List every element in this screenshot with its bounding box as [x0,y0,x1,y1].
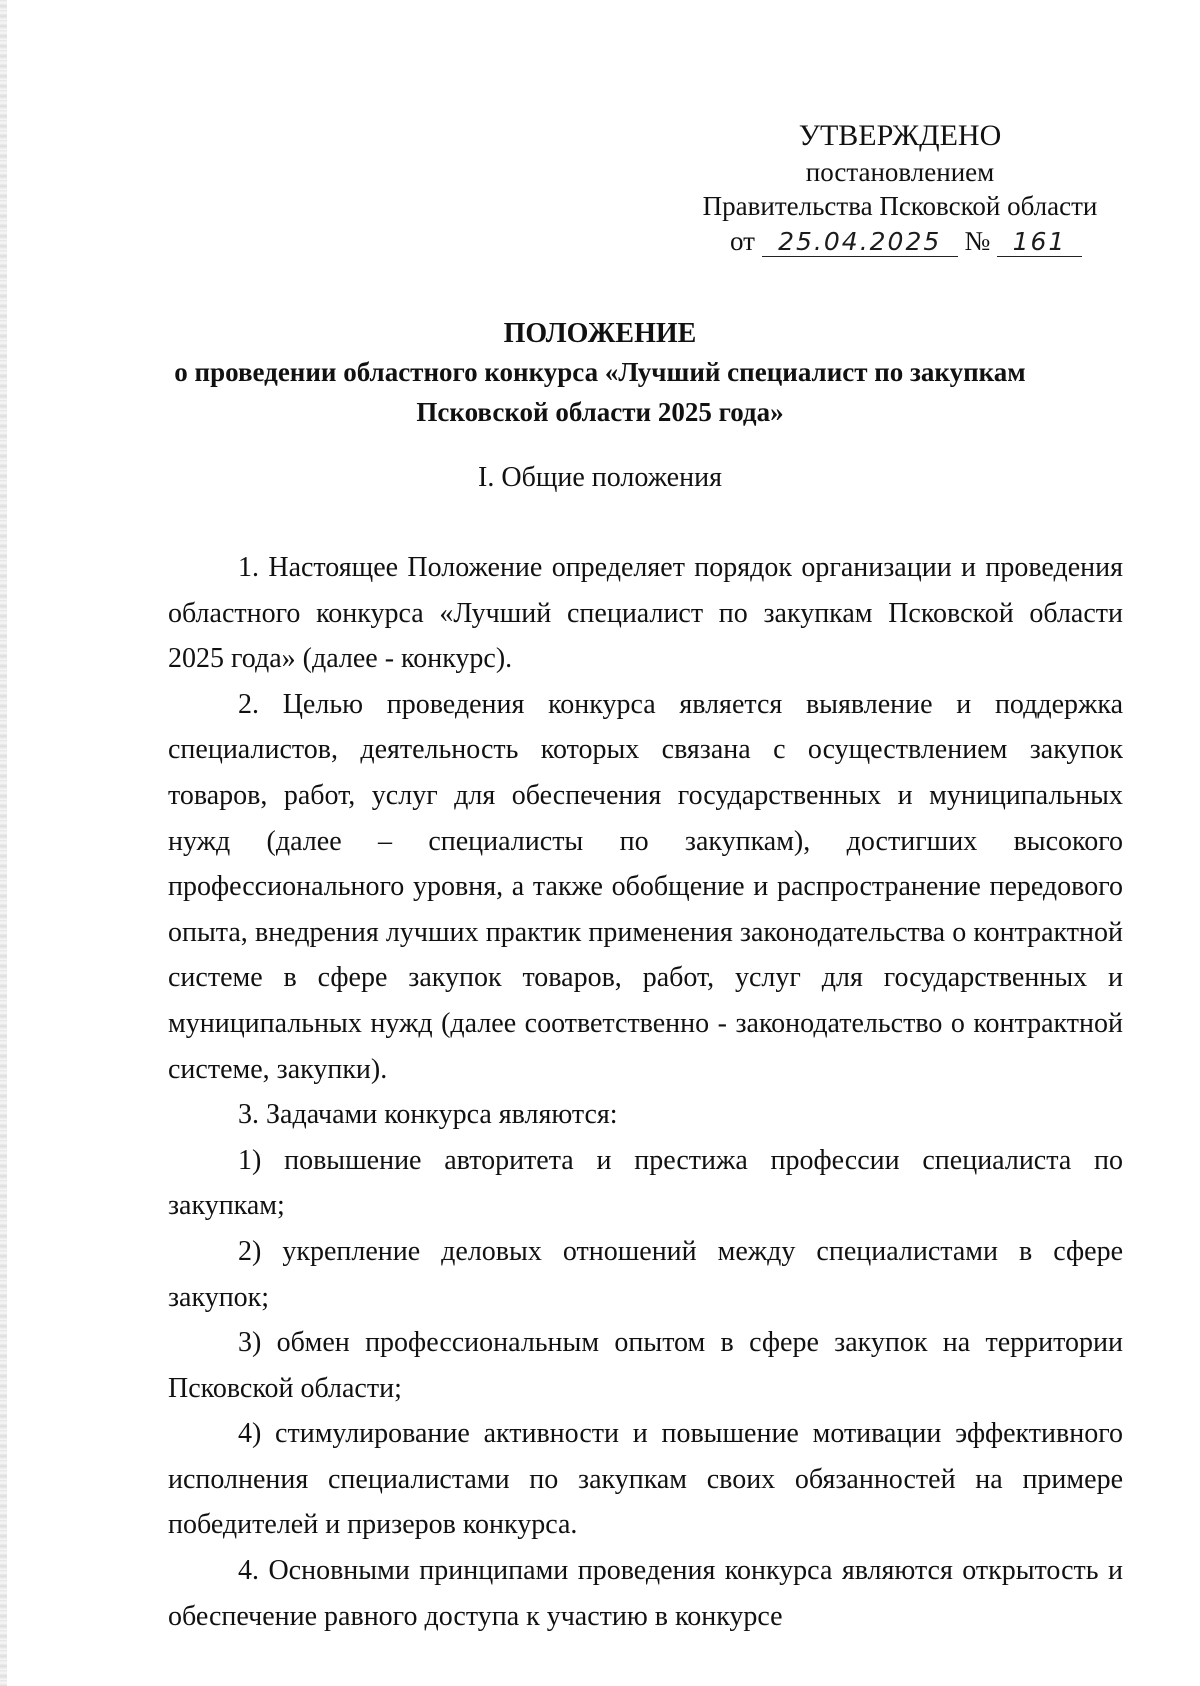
approval-date-line [640,223,1160,259]
paragraph: 2. Целью проведения конкурса является выявление и поддержка специалистов, деятельность которых связана с осуществлением закупок товаров, работ, услуг для обеспечения государственных и муниципальных нужд (далее – специалисты по закупкам), достигших высокого профессионального уровня, а также обобщение и распространение передового опыта, внедрения лучших практик применения законодательства о контрактной системе в сфере закупок товаров, работ, услуг для государственных и муниципальных нужд (далее соответственно - законодательство о контрактной системе, закупки). [168,688,1123,1085]
paragraph: 3. Задачами конкурса являются: [238,1099,618,1131]
document-subheading-line-2: Псковской области 2025 года» [416,397,784,427]
approval-stamp-block [640,117,1160,259]
paragraph: 1. Настоящее Положение определяет порядок организации и проведения областного конкурса «Лучший специалист по закупкам Псковской области 2025 года» (далее - конкурс). [168,552,1123,675]
paragraph: 2) укрепление деловых отношений между специалистами в сфере закупок; [168,1235,1123,1313]
document-heading: ПОЛОЖЕНИЕ [503,318,697,349]
approval-title: УТВЕРЖДЕНО [798,119,1002,152]
approval-line-1: постановлением [805,157,995,187]
number-prefix: № [964,226,991,256]
scan-edge [0,0,7,1686]
document-body [168,545,1123,1639]
handwritten-date: 25.04.2025 [762,228,958,257]
document-title-block [0,316,1200,432]
section-title: I. Общие положения [478,462,722,493]
paragraph: 1) повышение авторитета и престижа профессии специалиста по закупкам; [168,1144,1123,1222]
approval-line-2: Правительства Псковской области [702,191,1098,221]
paragraph: 4) стимулирование активности и повышение мотивации эффективного исполнения специалистами по закупкам своих обязанностей на примере победителей и призеров конкурса. [168,1418,1123,1541]
handwritten-number: 161 [997,228,1082,257]
document-subheading-line-1: о проведении областного конкурса «Лучший специалист по закупкам [174,357,1026,387]
date-prefix: от [730,226,755,256]
paragraph: 4. Основными принципами проведения конкурса являются открытость и обеспечение равного доступа к участию в конкурсе [168,1555,1123,1632]
paragraph: 3) обмен профессиональным опытом в сфере закупок на территории Псковской области; [168,1327,1123,1404]
